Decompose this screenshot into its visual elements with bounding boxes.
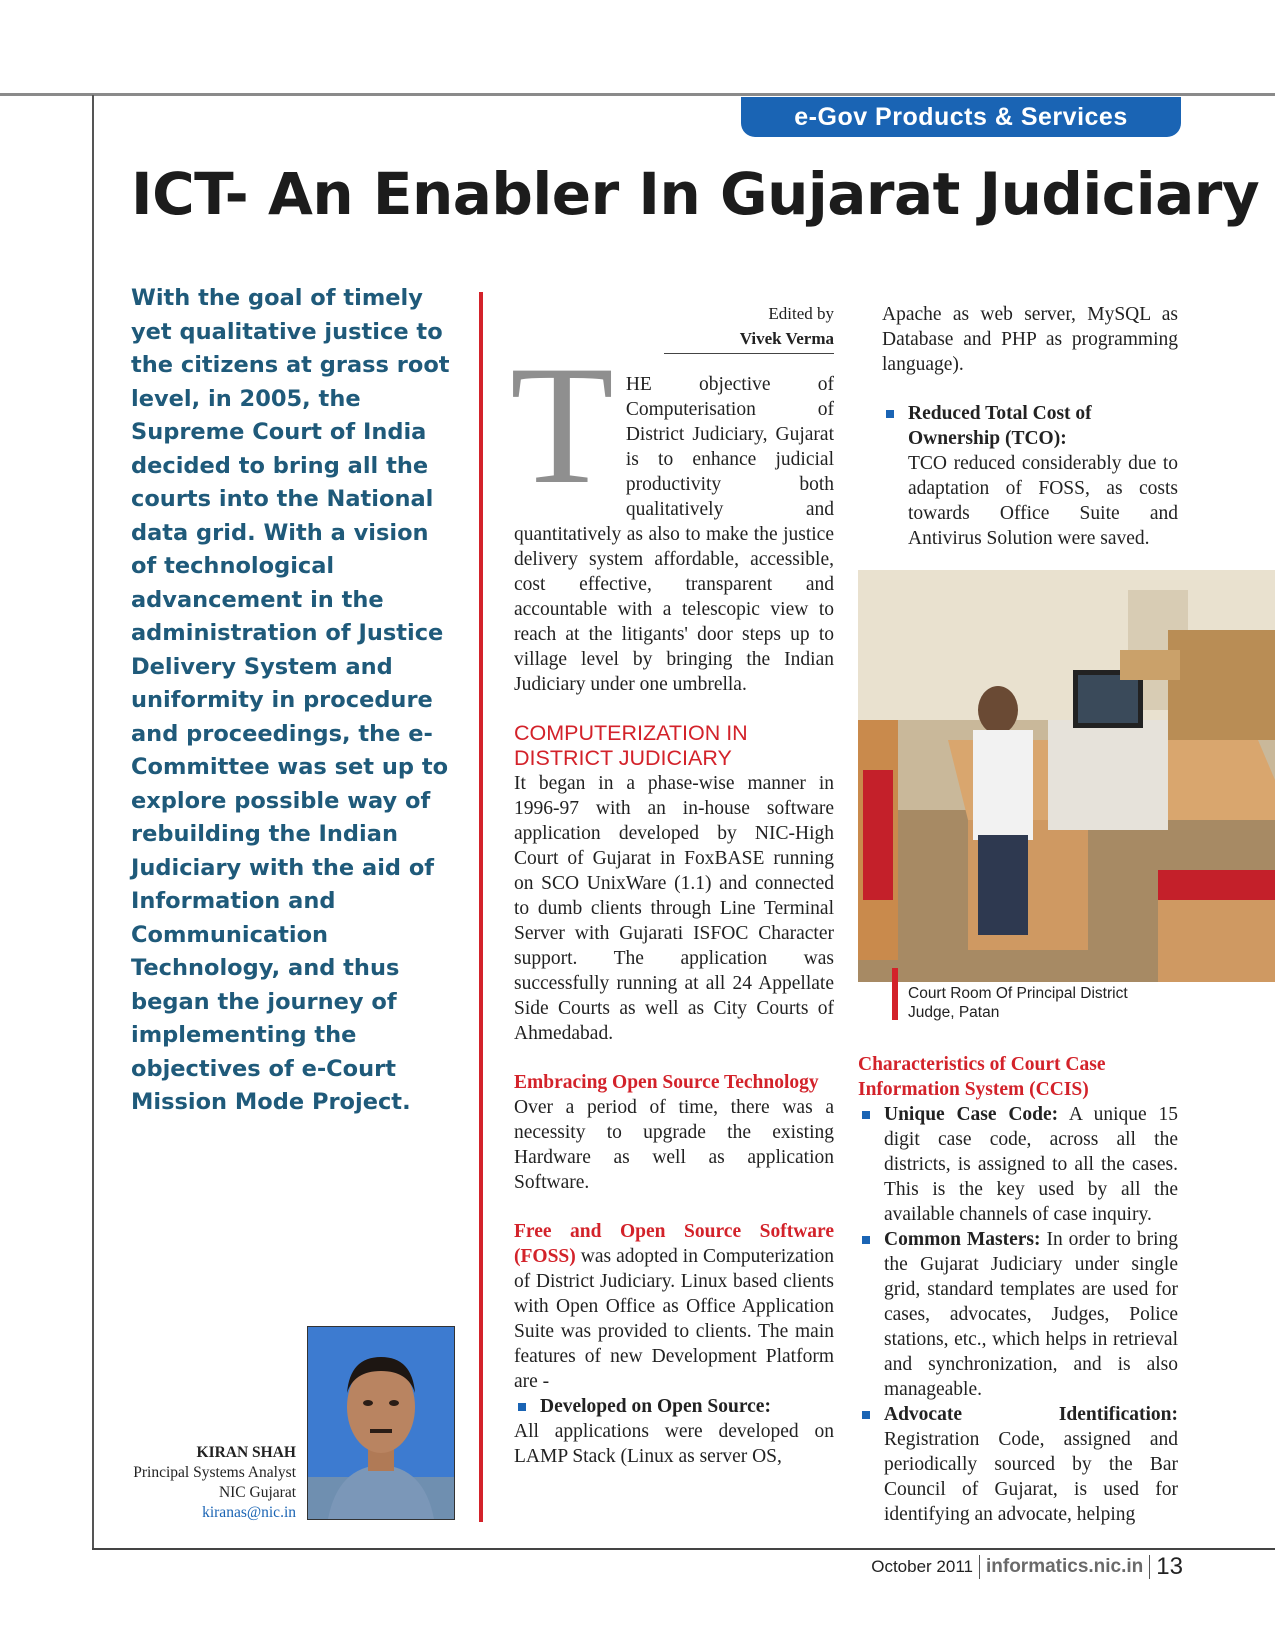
issue-date: October 2011	[871, 1557, 973, 1576]
bullet-item	[514, 1394, 834, 1419]
article-column-2	[510, 302, 834, 1469]
section-banner: e-Gov Products & Services	[741, 97, 1181, 137]
page-footer	[871, 1552, 1183, 1582]
ccis-section	[858, 1052, 1178, 1527]
ccis-item	[858, 1102, 1178, 1227]
page-number: 13	[1156, 1553, 1183, 1580]
bullet-text: TCO reduced considerably due to adaptation of FOSS, as costs towards Office Suite and Antivirus Solution were saved.	[908, 453, 1178, 549]
bullet-text: All applications were developed on LAMP Stack (Linux as server OS,	[514, 1421, 834, 1467]
author-role: Principal Systems Analyst	[133, 1464, 296, 1481]
editor-name: Vivek Verma	[664, 326, 834, 354]
bullet-title: Developed on Open Source:	[540, 1396, 771, 1417]
ccis-heading: Characteristics of Court Case Information System (CCIS)	[858, 1054, 1106, 1100]
article-column-3	[882, 302, 1178, 551]
footer-separator	[1149, 1555, 1150, 1579]
author-email-link[interactable]: kiranas@nic.in	[202, 1504, 296, 1521]
author-org: NIC Gujarat	[218, 1484, 296, 1501]
caption-marker	[892, 968, 898, 1020]
ccis-item-title: Advocate Identification:	[884, 1404, 1178, 1425]
author-photo	[307, 1326, 455, 1520]
section-heading-computerization: COMPUTERIZATION IN DISTRICT JUDICIARY	[514, 721, 748, 770]
author-name: KIRAN SHAH	[196, 1444, 296, 1461]
section-heading-open-source: Embracing Open Source Technology	[514, 1072, 819, 1093]
drop-cap: T	[510, 331, 614, 519]
author-block	[118, 1443, 296, 1523]
foss-heading: Free and Open Source Software (FOSS)	[514, 1221, 834, 1267]
lead-text: HE objective of Computerisation of District Judiciary, Gujarat is to enhance judicial productivity both qualitatively and quantitatively as also to make the justice delivery system affordable, accessible, cost effective, transparent and accountable with a telescopic view to reach at the litigants' door steps up to village level by bringing the Indian Judiciary under one umbrella.	[514, 374, 834, 695]
ccis-item	[858, 1402, 1178, 1527]
photo-caption: Court Room Of Principal District Judge, Patan	[908, 985, 1128, 1021]
edited-by-label: Edited by	[768, 304, 834, 323]
site-link[interactable]: informatics.nic.in	[985, 1556, 1144, 1577]
ccis-item-title: Common Masters:	[884, 1229, 1041, 1250]
foss-paragraph	[514, 1219, 834, 1394]
continued-text: Apache as web server, MySQL as Database and PHP as programming language).	[882, 304, 1178, 375]
ccis-item-title: Unique Case Code:	[884, 1104, 1059, 1125]
bottom-rule	[92, 1548, 1275, 1550]
footer-separator	[979, 1555, 980, 1579]
section-text-open-source: Over a period of time, there was a necessity to upgrade the existing Hardware as well as application Software.	[514, 1097, 834, 1193]
ccis-item-text: In order to bring the Gujarat Judiciary under single grid, standard templates are used for cases, advocates, Judges, Police stations, etc., which helps in retrieval and synchronization, and is also manageable.	[884, 1229, 1179, 1400]
left-rule	[92, 95, 94, 1549]
ccis-item-text: A unique 15 digit case code, across all the districts, is assigned to all the cases. This is the key used by all the available channels of case inquiry.	[884, 1104, 1178, 1225]
intro-standfirst: With the goal of timely yet qualitative justice to the citizens at grass root level, in 2005, the Supreme Court of India decided to bring all the courts into the National data grid. With a vision of technological advancement in the administration of Justice Delivery System and uniformity in procedure and proceedings, the e-Committee was set up to explore possible way of rebuilding the Indian Judiciary with the aid of Information and Communication Technology, and thus began the journey of implementing the objectives of e-Court Mission Mode Project.	[131, 285, 450, 1115]
bullet-item	[882, 401, 1178, 451]
court-room-photo	[858, 570, 1275, 982]
foss-text: was adopted in Computerization of District Judiciary. Linux based clients with Open Office as Office Application Suite was provided to clients. The main features of new Development Platform are -	[514, 1246, 834, 1392]
column-divider	[479, 292, 483, 1522]
ccis-item-text: Registration Code, assigned and periodically sourced by the Bar Council of Gujarat, is used for identifying an advocate, helping	[884, 1429, 1178, 1525]
bullet-title: Reduced Total Cost of Ownership (TCO):	[908, 403, 1092, 449]
top-rule	[0, 93, 1275, 96]
section-text-computerization: It began in a phase-wise manner in 1996-97 with an in-house software application developed by NIC-High Court of Gujarat in FoxBASE running on SCO UnixWare (1.1) and connected to dumb clients through Line Terminal Server with Gujarati ISFOC Character support. The application was successfully running at all 24 Appellate Side Courts as well as City Courts of Ahmedabad.	[514, 773, 834, 1044]
ccis-item	[858, 1227, 1178, 1402]
page-title: ICT- An Enabler In Gujarat Judiciary	[131, 160, 1260, 228]
